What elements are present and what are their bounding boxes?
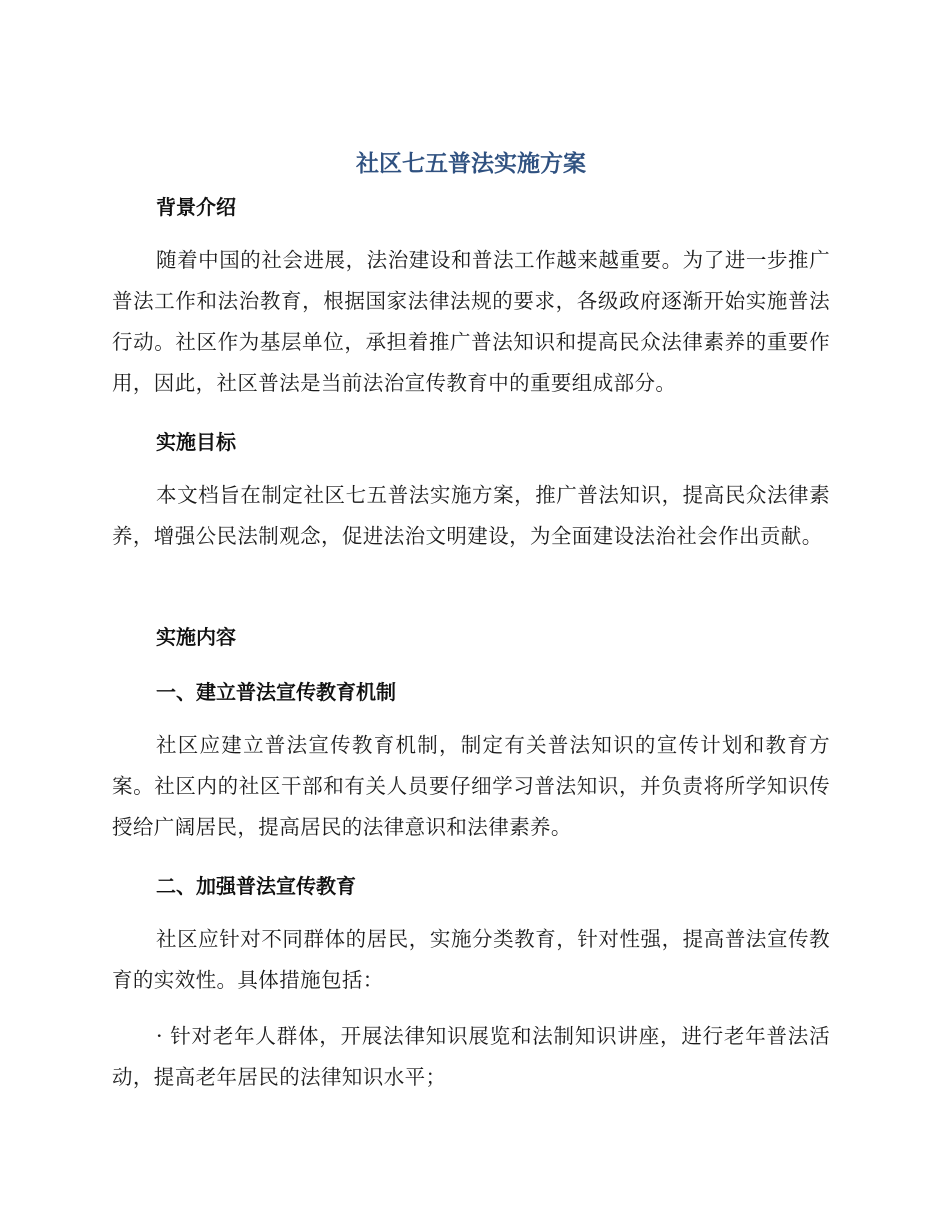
section-heading-content: 实施内容 xyxy=(156,625,236,649)
paragraph-strengthen: 社区应针对不同群体的居民，实施分类教育，针对性强，提高普法宣传教育的实效性。具体措施包括： xyxy=(112,927,830,992)
section-heading-goals: 实施目标 xyxy=(156,430,236,454)
section-heading-background: 背景介绍 xyxy=(156,195,236,219)
bullet-item-elderly: · 针对老年人群体，开展法律知识展览和法制知识讲座，进行老年普法活动，提高老年居民的法律知识水平； xyxy=(112,1024,830,1089)
paragraph-goals: 本文档旨在制定社区七五普法实施方案，推广普法知识，提高民众法律素养，增强公民法制观念，促进法治文明建设，为全面建设法治社会作出贡献。 xyxy=(112,483,830,548)
section-heading-strengthen: 二、加强普法宣传教育 xyxy=(156,874,356,898)
paragraph-background: 随着中国的社会进展，法治建设和普法工作越来越重要。为了进一步推广普法工作和法治教育，根据国家法律法规的要求，各级政府逐渐开始实施普法行动。社区作为基层单位，承担着推广普法知识和提高民众法律素养的重要作用，因此，社区普法是当前法治宣传教育中的重要组成部分。 xyxy=(112,248,830,395)
document-title: 社区七五普法实施方案 xyxy=(356,151,586,177)
paragraph-mechanism: 社区应建立普法宣传教育机制，制定有关普法知识的宣传计划和教育方案。社区内的社区干部和有关人员要仔细学习普法知识，并负责将所学知识传授给广阔居民，提高居民的法律意识和法律素养。 xyxy=(112,733,830,839)
section-heading-mechanism: 一、建立普法宣传教育机制 xyxy=(156,680,396,704)
